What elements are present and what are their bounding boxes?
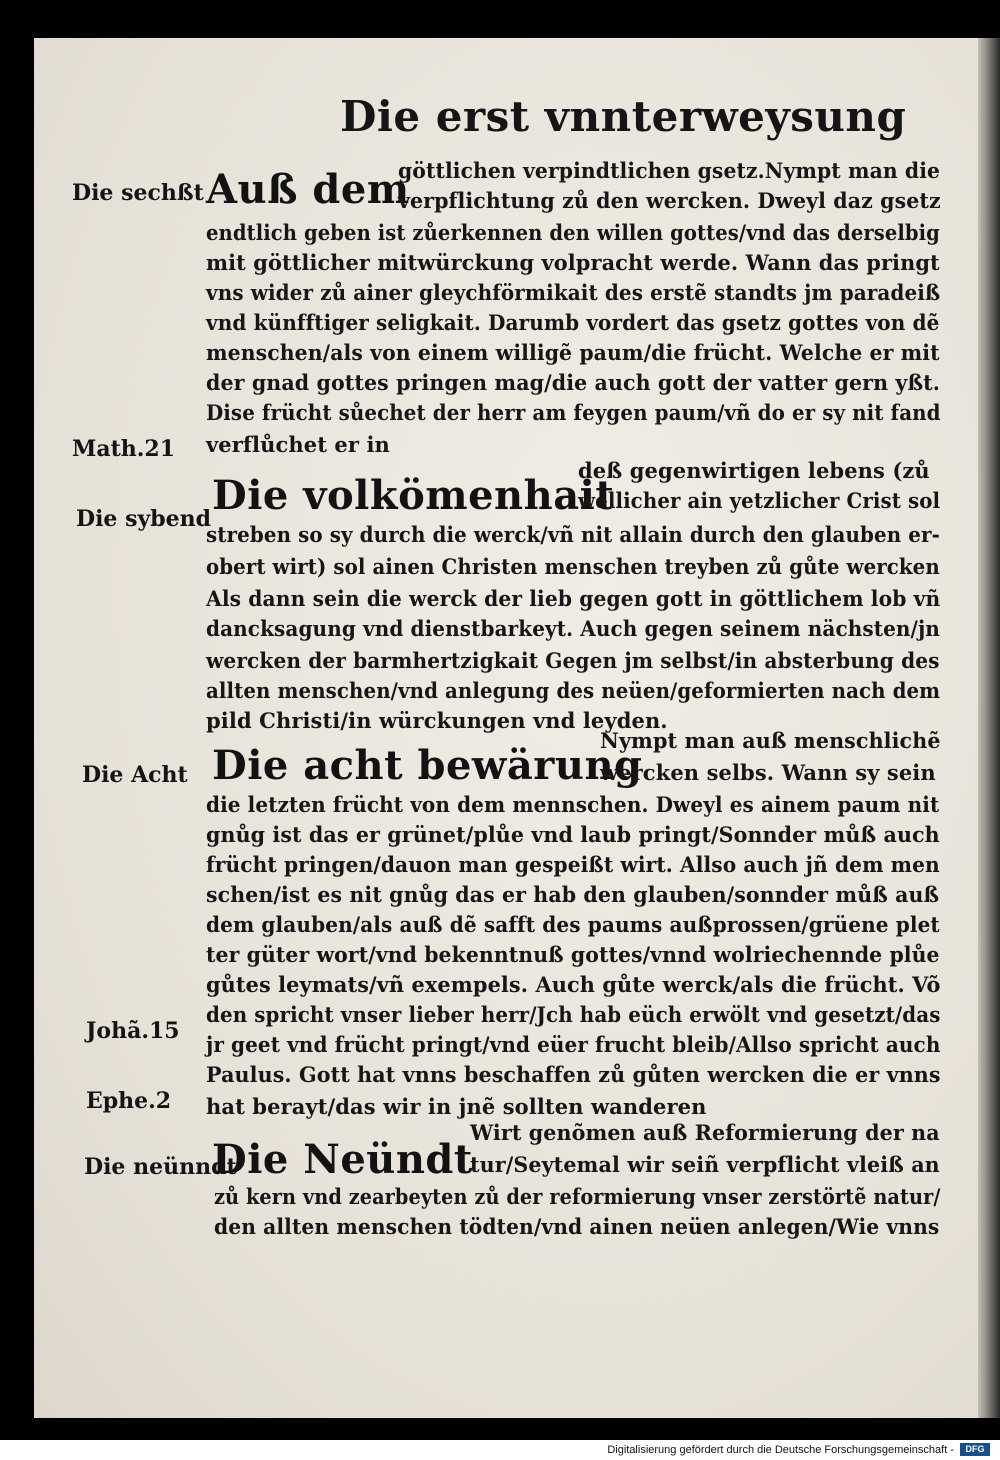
text-line: gnůg ist das er grünet/plůe vnd laub pringt/Sonnder můß auch xyxy=(206,822,940,847)
text-line: Dise frücht sůechet der herr am feygen paum/vñ do er sy nit fand xyxy=(206,400,941,425)
text-line: allten menschen/vnd anlegung des neüen/geformierten nach dem xyxy=(206,678,941,703)
text-line: tur/Seytemal wir seiñ verpflicht vleiß an xyxy=(470,1152,940,1177)
text-line: wellicher ain yetzlicher Crist sol xyxy=(578,488,941,513)
dfg-logo-icon: DFG xyxy=(960,1443,990,1456)
text-line: göttlichen verpindtlichen gsetz.Nympt man die xyxy=(398,158,941,183)
footer-bar xyxy=(0,1440,1000,1460)
margin-note: Die sybend xyxy=(76,506,212,532)
text-line: der gnad gottes pringen mag/die auch gott der vatter gern yßt. xyxy=(206,370,941,395)
section-heading: Die volkömenhait xyxy=(212,472,615,519)
margin-note: Ephe.2 xyxy=(86,1088,172,1114)
text-line: den spricht vnser lieber herr/Jch hab eüch erwölt vnd gesetzt/das xyxy=(206,1002,941,1027)
text-line: dem glauben/als auß dẽ safft des paums außprossen/grüene plet xyxy=(206,912,940,937)
text-line: Als dann sein die werck der lieb gegen gott in göttlichem lob vñ xyxy=(206,586,941,611)
margin-note: Math.21 xyxy=(72,436,176,462)
text-line: streben so sy durch die werck/vñ nit allain durch den glauben er- xyxy=(206,522,940,547)
footer-credit: Digitalisierung gefördert durch die Deutsche Forschungsgemeinschaft - xyxy=(607,1444,954,1456)
text-line: den allten menschen tödten/vnd ainen neüen anlegen/Wie vnns xyxy=(214,1214,940,1239)
text-line: wercken der barmhertzigkait Gegen jm selbst/in absterbung des xyxy=(206,648,940,673)
section-heading: Die Neündt xyxy=(212,1136,473,1183)
text-line: deß gegenwirtigen lebens (zů xyxy=(578,458,930,483)
text-line: Wirt genõmen auß Reformierung der na xyxy=(470,1120,940,1145)
margin-note: Johã.15 xyxy=(86,1018,180,1044)
text-line: wercken selbs. Wann sy sein xyxy=(600,760,936,785)
section-heading: Auß dem xyxy=(206,166,410,213)
text-line: verflůchet er in xyxy=(206,432,390,457)
page-title: Die erst vnnterweysung xyxy=(340,92,907,141)
text-line: mit göttlicher mitwürckung volpracht werde. Wann das pringt xyxy=(206,250,940,275)
text-line: verpflichtung zů den wercken. Dweyl daz gsetz xyxy=(398,188,941,213)
text-line: zů kern vnd zearbeyten zů der reformierung vnser zerstörtẽ natur/ xyxy=(214,1184,941,1209)
text-line: gůtes leymats/vñ exempels. Auch gůte werck/als die frücht. Võ xyxy=(206,972,941,997)
text-line: endtlich geben ist zůerkennen den willen gottes/vnd das derselbig xyxy=(206,220,940,245)
text-line: jr geet vnd frücht pringt/vnd eüer frucht bleib/Allso spricht auch xyxy=(206,1032,941,1057)
text-line: obert wirt) sol ainen Christen menschen treyben zů gůte wercken xyxy=(206,554,940,579)
section-heading: Die acht bewärung xyxy=(212,742,643,789)
text-line: vns wider zů ainer gleychförmikait des erstẽ standts jm paradeiß xyxy=(206,280,941,305)
text-line: dancksagung vnd dienstbarkeyt. Auch gegen seinem nächsten/jn xyxy=(206,616,940,641)
margin-note: Die sechßt xyxy=(72,180,204,206)
text-line: menschen/als von einem willigẽ paum/die frücht. Welche er mit xyxy=(206,340,940,365)
margin-note: Die Acht xyxy=(82,762,188,788)
text-line: schen/ist es nit gnůg das er hab den glauben/sonnder můß auß xyxy=(206,882,940,907)
text-line: ter güter wort/vnd bekenntnuß gottes/vnnd wolriechennde plůe xyxy=(206,942,940,967)
text-line: vnd künfftiger seligkait. Darumb vordert das gsetz gottes von dẽ xyxy=(206,310,940,335)
page-edge xyxy=(978,38,1000,1418)
margin-note: Die neünndt xyxy=(84,1154,237,1180)
text-line: die letzten frücht von dem mennschen. Dweyl es ainem paum nit xyxy=(206,792,940,817)
text-line: frücht pringen/dauon man gespeißt wirt. Allso auch jñ dem men xyxy=(206,852,940,877)
text-line: Paulus. Gott hat vnns beschaffen zů gůten wercken die er vnns xyxy=(206,1062,941,1087)
text-line: hat berayt/das wir in jnẽ sollten wanderen xyxy=(206,1094,707,1119)
text-line: pild Christi/in würckungen vnd leyden. xyxy=(206,708,668,733)
text-line: Nympt man auß menschlichẽ xyxy=(600,728,941,753)
